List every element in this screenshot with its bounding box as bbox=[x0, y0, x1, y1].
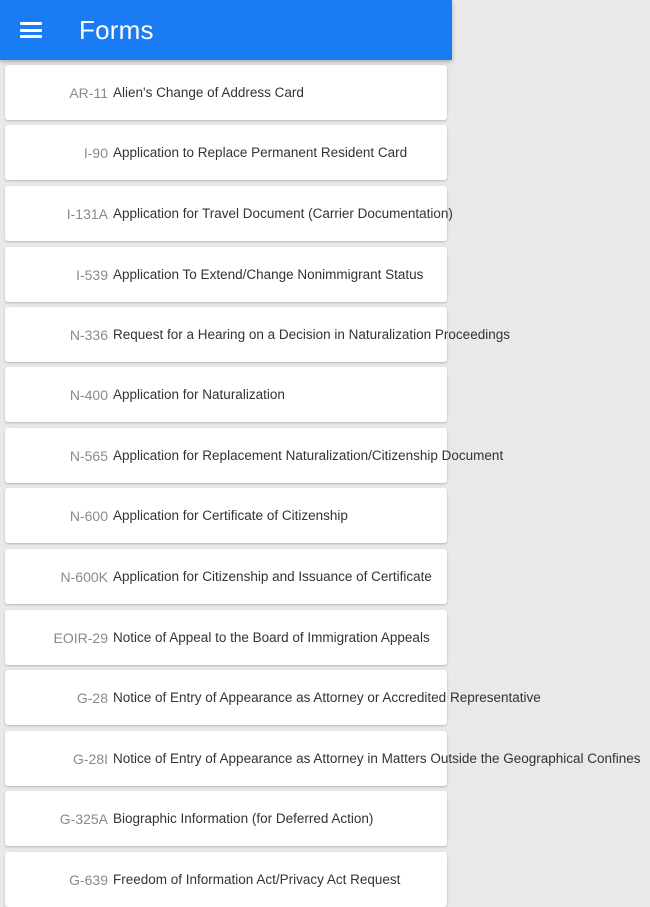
form-code: N-336 bbox=[69, 326, 108, 343]
form-name: Application for Replacement Naturalization/Citizenship Document bbox=[113, 448, 504, 463]
form-code: I-539 bbox=[76, 266, 108, 283]
form-list-item[interactable] bbox=[5, 731, 641, 786]
form-code: G-639 bbox=[69, 871, 108, 888]
form-code: N-565 bbox=[69, 447, 108, 464]
form-list-item[interactable] bbox=[5, 428, 504, 483]
form-code: G-325A bbox=[59, 810, 108, 827]
form-name: Freedom of Information Act/Privacy Act Request bbox=[113, 872, 401, 887]
menu-line bbox=[20, 29, 42, 32]
form-code: G-28I bbox=[72, 750, 108, 767]
hamburger-menu-icon[interactable] bbox=[20, 22, 42, 38]
form-list-item[interactable] bbox=[5, 488, 447, 543]
form-name: Notice of Appeal to the Board of Immigration Appeals bbox=[113, 630, 430, 645]
form-name: Biographic Information (for Deferred Action) bbox=[113, 811, 374, 826]
form-list-item[interactable] bbox=[5, 670, 541, 725]
form-name: Application for Certificate of Citizenship bbox=[113, 508, 348, 523]
form-name: Application for Naturalization bbox=[113, 387, 285, 402]
form-list-item[interactable] bbox=[5, 247, 447, 302]
form-name: Request for a Hearing on a Decision in Naturalization Proceedings bbox=[113, 327, 510, 342]
form-name: Application to Replace Permanent Resident Card bbox=[113, 145, 408, 160]
form-list-item[interactable] bbox=[5, 125, 447, 180]
form-code: I-90 bbox=[83, 144, 108, 161]
form-list-item[interactable] bbox=[5, 65, 447, 120]
menu-line bbox=[20, 22, 42, 25]
form-list-item[interactable] bbox=[5, 791, 447, 846]
page-title: Forms bbox=[79, 14, 154, 45]
form-name: Application To Extend/Change Nonimmigrant Status bbox=[113, 267, 424, 282]
form-list-item[interactable] bbox=[5, 852, 447, 907]
form-code: N-600K bbox=[60, 568, 108, 585]
form-list-item[interactable] bbox=[5, 549, 447, 604]
form-code: AR-11 bbox=[69, 84, 108, 101]
form-code: G-28 bbox=[76, 689, 108, 706]
form-code: I-131A bbox=[66, 205, 108, 222]
form-name: Notice of Entry of Appearance as Attorney or Accredited Representative bbox=[113, 690, 541, 705]
form-name: Alien's Change of Address Card bbox=[113, 85, 304, 100]
form-name: Notice of Entry of Appearance as Attorney in Matters Outside the Geographical Confines bbox=[113, 751, 641, 766]
app-bar bbox=[0, 0, 452, 60]
form-name: Application for Travel Document (Carrier Documentation) bbox=[113, 206, 453, 221]
form-list-item[interactable] bbox=[5, 367, 447, 422]
form-list-item[interactable] bbox=[5, 186, 453, 241]
form-code: N-400 bbox=[69, 386, 108, 403]
menu-line bbox=[20, 35, 42, 38]
form-code: N-600 bbox=[69, 507, 108, 524]
form-list-item[interactable] bbox=[5, 307, 510, 362]
form-list-item[interactable] bbox=[5, 610, 447, 665]
form-name: Application for Citizenship and Issuance of Certificate bbox=[113, 569, 432, 584]
form-code: EOIR-29 bbox=[53, 629, 108, 646]
